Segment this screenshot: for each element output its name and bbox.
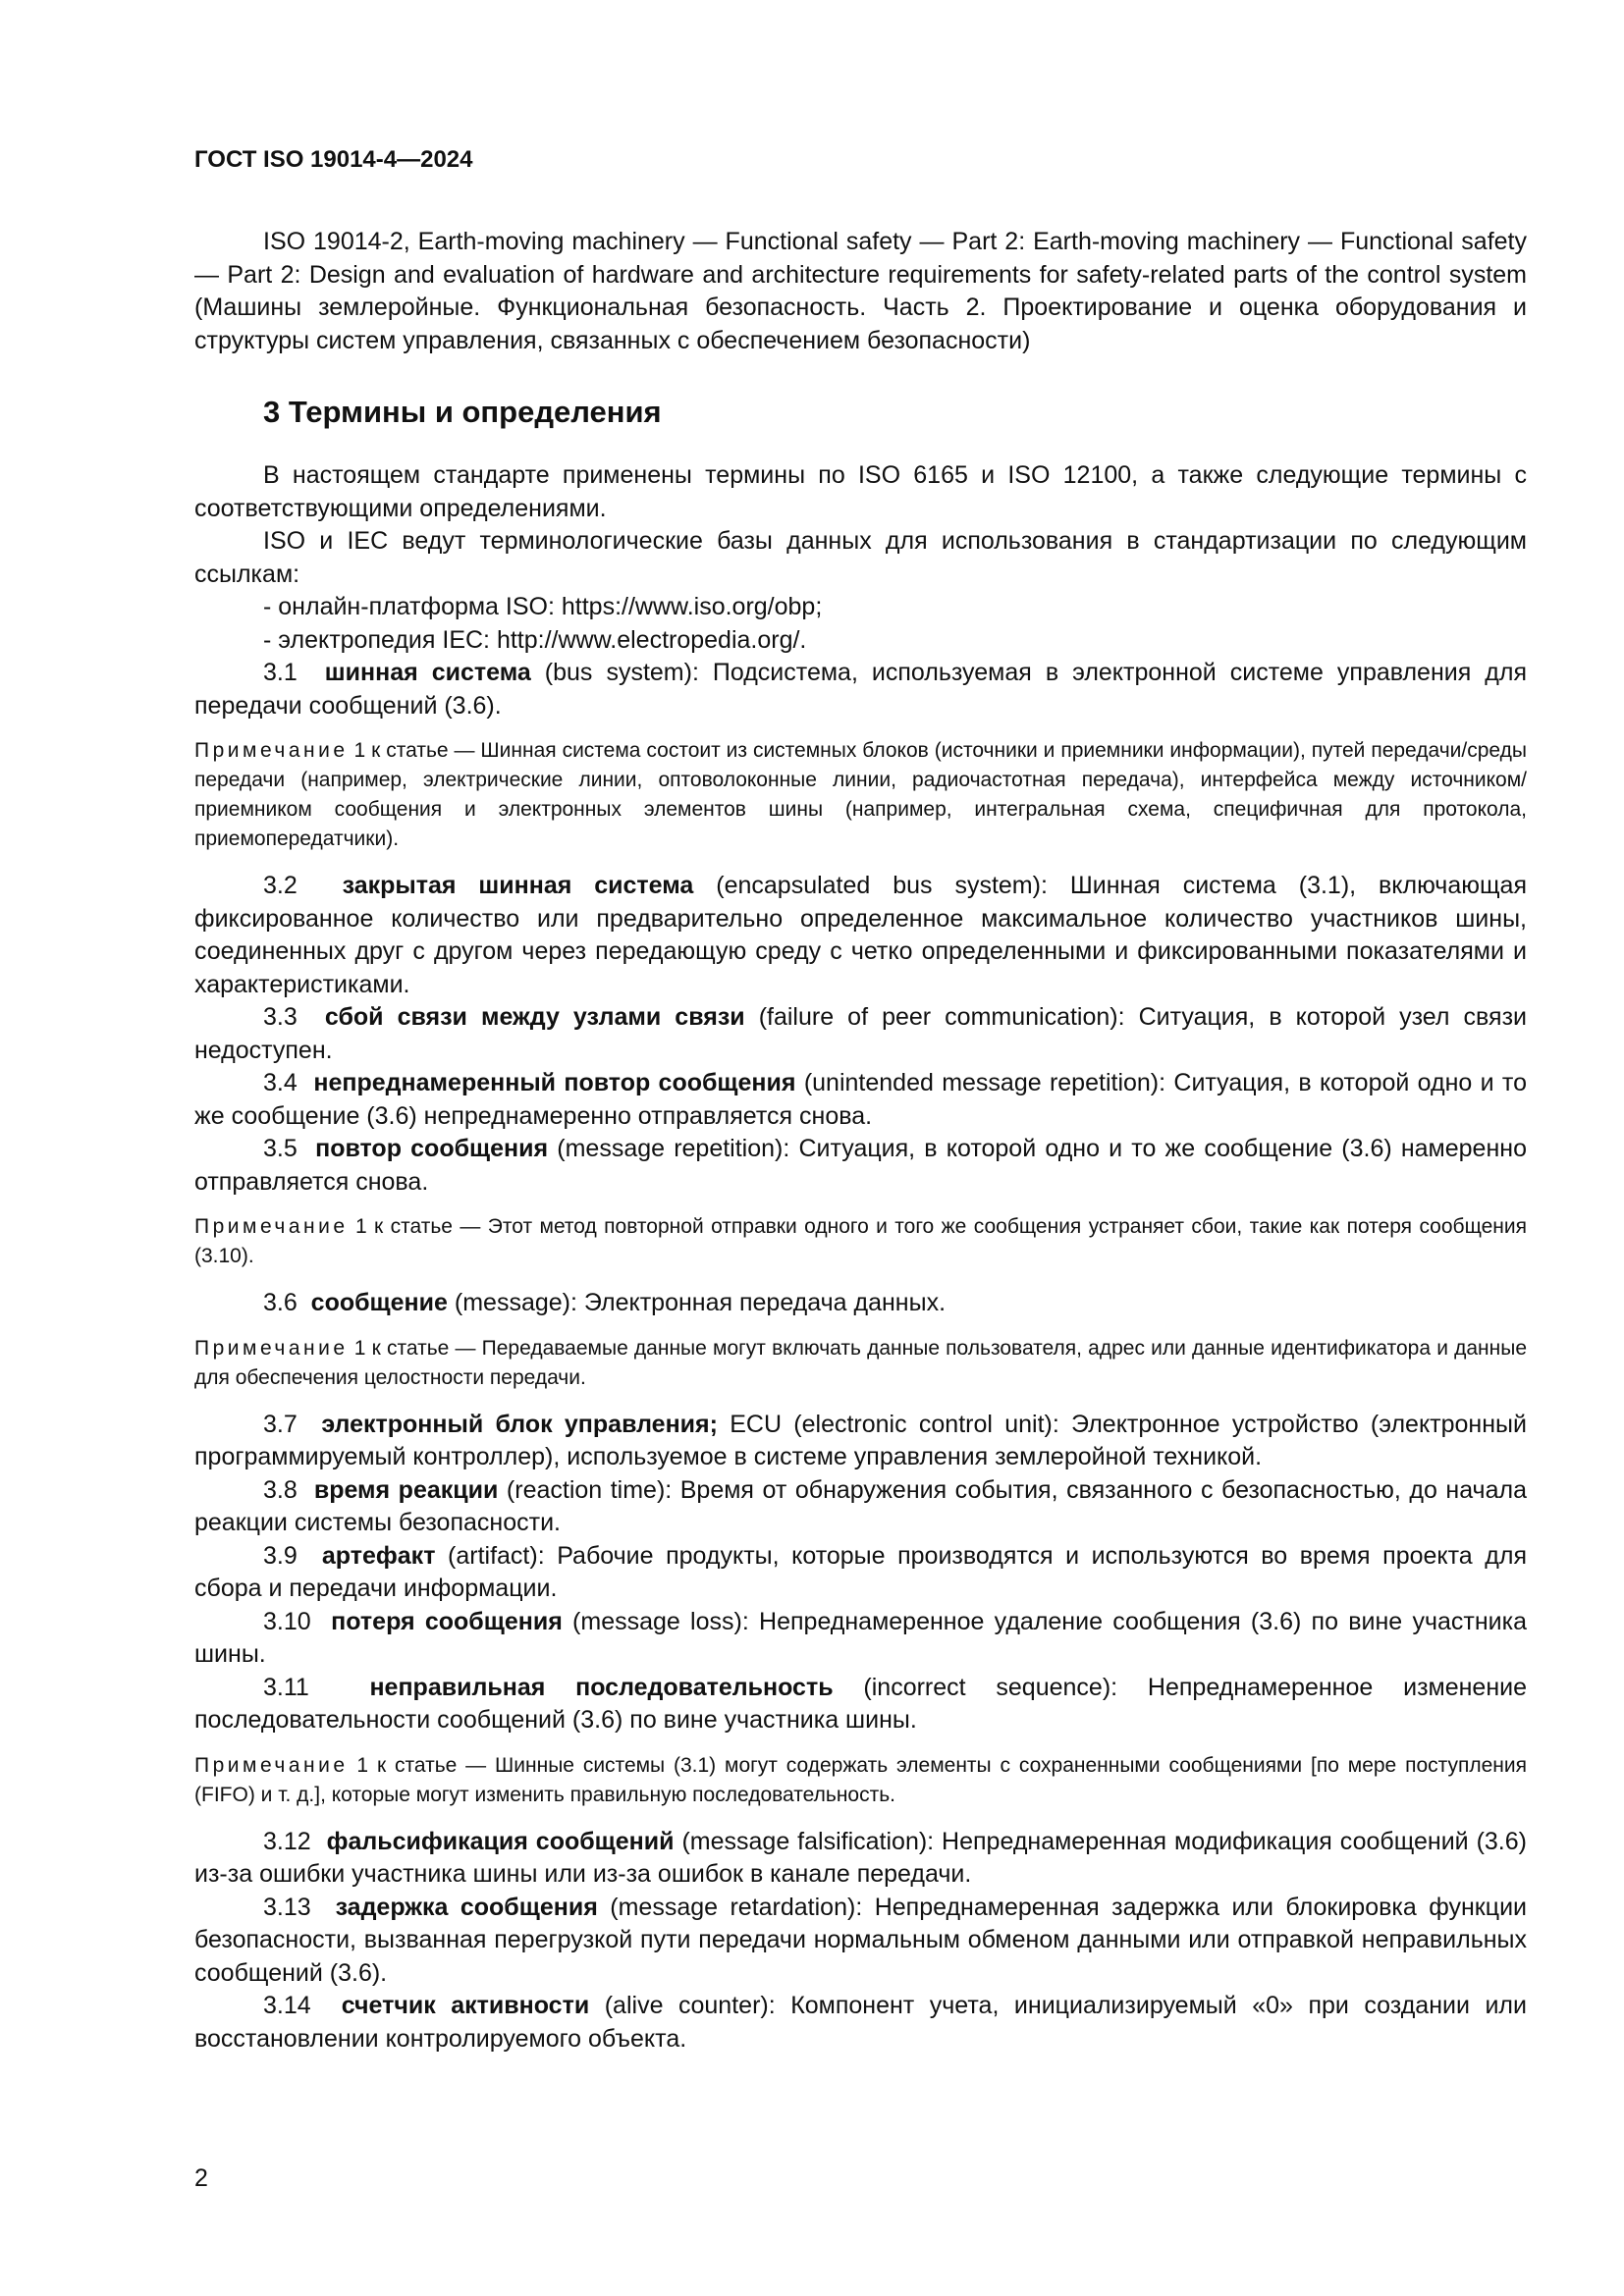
term-number: 3.10: [263, 1607, 311, 1635]
term-3-12: [194, 1826, 1527, 1892]
term-definition: (bus system): Подсистема, используемая в электронной системе управления для передачи сообщений (3.6).: [194, 659, 1527, 720]
term-name: задержка сообщения: [335, 1893, 598, 1921]
term-definition: (encapsulated bus system): Шинная система (3.1), включающая фиксированное количество или предварительно определенное максимальное количество участников шины, соединенных друг с другом через передающую среду с четко определенными и фиксированными показателями и характеристиками.: [194, 872, 1527, 998]
term-3-13: [194, 1892, 1527, 1991]
term-name: шинная система: [324, 659, 531, 686]
note-text: 1 к статье — Этот метод повторной отправки одного и того же сообщения устраняет сбои, такие как потеря сообщения (3.10).: [194, 1215, 1527, 1267]
term-number: 3.4: [263, 1069, 298, 1096]
reference-paragraph: ISO 19014-2, Earth-moving machinery — Functional safety — Part 2: Earth-moving machinery — Functional safety — Part 2: Design and evaluation of hardware and architecture requirements for safety-related parts of the control system (Машины землеройные. Функциональная безопасность. Часть 2. Проектирование и оценка оборудования и структуры систем управления, связанных с обеспечением безопасности): [194, 228, 1527, 354]
document-header: ГОСТ ISO 19014-4—2024: [194, 146, 473, 173]
note-label: Примечание: [194, 1753, 349, 1777]
note-text: 1 к статье — Шинная система состоит из системных блоков (источники и приемники информации), путей передачи/среды передачи (например, электрические линии, оптоволоконные линии, радиочастотная передача), интерфейса между источником/приемником сообщения и электронных элементов шины (например, интегральная схема, специфичная для протокола, приемопередатчики).: [194, 739, 1527, 850]
note-label: Примечание: [194, 739, 349, 762]
term-3-3: [194, 1001, 1527, 1067]
term-3-2: [194, 870, 1527, 1001]
term-name: сбой связи между узлами связи: [324, 1003, 745, 1031]
term-name: электронный блок управления;: [321, 1410, 718, 1438]
term-definition: (unintended message repetition): Ситуация, в которой одно и то же сообщение (3.6) непреднамеренно отправляется снова.: [194, 1069, 1527, 1130]
term-definition: (failure of peer communication): Ситуация, в которой узел связи недоступен.: [194, 1003, 1527, 1064]
term-number: 3.6: [263, 1289, 298, 1316]
term-definition: (message retardation): Непреднамеренная задержка или блокировка функции безопасности, вызванная перегрузкой пути передачи нормальным обменом данными или отправкой неправильных сообщений (3.6).: [194, 1893, 1527, 1987]
term-3-6: [194, 1287, 1527, 1320]
term-number: 3.12: [263, 1827, 311, 1855]
term-definition: (incorrect sequence): Непреднамеренное изменение последовательности сообщений (3.6) по вине участника шины.: [194, 1673, 1528, 1734]
note-label: Примечание: [194, 1336, 349, 1360]
term-name: повтор сообщения: [315, 1135, 549, 1162]
intro-paragraph-2: ISO и IEC ведут терминологические базы данных для использования в стандартизации по следующим ссылкам:: [194, 527, 1527, 588]
term-3-8: [194, 1474, 1527, 1540]
term-number: 3.5: [263, 1135, 298, 1162]
term-number: 3.2: [263, 872, 298, 899]
note-label: Примечание: [194, 1215, 349, 1238]
term-definition: (artifact): Рабочие продукты, которые производятся и используются во время проекта для сбора и передачи информации.: [194, 1541, 1527, 1602]
note-3-11: [194, 1751, 1527, 1810]
term-3-5: [194, 1133, 1527, 1199]
term-name: время реакции: [313, 1475, 499, 1504]
term-number: 3.13: [263, 1893, 311, 1921]
term-3-1: [194, 657, 1527, 722]
term-definition: (alive counter): Компонент учета, инициализируемый «0» при создании или восстановлении контролируемого объекта.: [194, 1992, 1527, 2053]
term-number: 3.3: [263, 1003, 298, 1031]
note-3-5: [194, 1212, 1527, 1271]
section-title: 3 Термины и определения: [263, 395, 662, 429]
note-3-1: [194, 736, 1527, 854]
term-definition: (message repetition): Ситуация, в которой одно и то же сообщение (3.6) намеренно отправляется снова.: [194, 1135, 1527, 1196]
document-page: [194, 145, 1527, 2056]
term-name: неправильная последовательность: [369, 1673, 834, 1701]
term-name: закрытая шинная система: [342, 872, 694, 899]
term-name: счетчик активности: [341, 1992, 590, 2019]
term-3-7: [194, 1409, 1527, 1474]
term-3-9: [194, 1540, 1527, 1606]
note-text: 1 к статье — Передаваемые данные могут включать данные пользователя, адрес или данные идентификатора и данные для обеспечения целостности передачи.: [194, 1336, 1527, 1389]
term-definition: (message loss): Непреднамеренное удаление сообщения (3.6) по вине участника шины.: [194, 1607, 1527, 1668]
term-definition: (message falsification): Непреднамеренная модификация сообщений (3.6) из-за ошибки участника шины или из-за ошибок в канале передачи.: [194, 1827, 1527, 1888]
term-name: непреднамеренный повтор сообщения: [313, 1069, 796, 1096]
term-3-14: [194, 1990, 1527, 2056]
term-3-10: [194, 1606, 1527, 1672]
page-number: 2: [194, 2164, 208, 2192]
intro-paragraph-1: В настоящем стандарте применены термины по ISO 6165 и ISO 12100, а также следующие термины с соответствующими определениями.: [194, 461, 1527, 522]
term-name: потеря сообщения: [331, 1607, 563, 1635]
term-definition: (message): Электронная передача данных.: [454, 1289, 947, 1316]
term-definition: (reaction time): Время от обнаружения события, связанного с безопасностью, до начала реакции системы безопасности.: [194, 1475, 1527, 1536]
bullet-iec-electropedia: - электропедия IEC: http://www.electropedia.org/.: [263, 625, 807, 654]
term-number: 3.1: [263, 659, 298, 686]
term-definition: ECU (electronic control unit): Электронное устройство (электронный программируемый контроллер), используемое в системе управления землеройной техникой.: [194, 1410, 1527, 1470]
term-number: 3.8: [263, 1475, 298, 1504]
term-name: артефакт: [321, 1541, 436, 1570]
term-3-11: [194, 1672, 1527, 1737]
term-name: фальсификация сообщений: [326, 1827, 675, 1855]
term-3-4: [194, 1067, 1527, 1133]
term-name: сообщение: [310, 1289, 448, 1316]
note-3-6: [194, 1334, 1527, 1393]
bullet-iso-platform: - онлайн-платформа ISO: https://www.iso.org/obp;: [263, 593, 823, 620]
term-number: 3.7: [263, 1410, 298, 1438]
term-number: 3.11: [263, 1673, 309, 1701]
term-number: 3.14: [263, 1992, 311, 2019]
term-number: 3.9: [263, 1541, 298, 1570]
note-text: 1 к статье — Шинные системы (3.1) могут содержать элементы с сохраненными сообщениями [по мере поступления (FIFO) и т. д.], которые могут изменить правильную последовательность.: [194, 1753, 1527, 1806]
